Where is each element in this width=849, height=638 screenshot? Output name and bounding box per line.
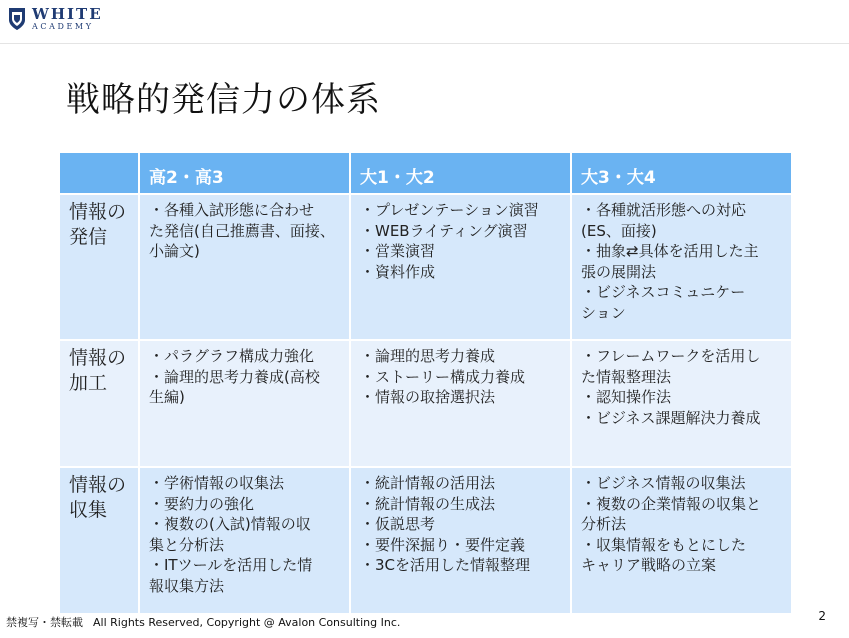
- cell-line: ・統計情報の活用法: [360, 474, 496, 492]
- cell-line: ・営業演習: [360, 242, 436, 260]
- header-divider: [0, 43, 849, 44]
- cell-line: 生編): [149, 388, 185, 406]
- cell-line: ・要約力の強化: [149, 494, 255, 513]
- cell-line: た発信(自己推薦書、面接、: [149, 221, 335, 240]
- table-cell: [139, 340, 350, 467]
- footer-copyright: All Rights Reserved, Copyright @ Avalon Consulting Inc.: [93, 616, 401, 629]
- cell-line: ・複数の(入試)情報の収: [149, 515, 311, 533]
- header-grade-high2-3: 高2・高3: [139, 152, 350, 194]
- cell-line: ション: [581, 303, 626, 322]
- table-cell: [350, 194, 571, 340]
- page-number: 2: [818, 609, 826, 623]
- cell-line: ・資料作成: [360, 262, 436, 281]
- cell-line: ・ビジネス課題解決力養成: [581, 408, 761, 427]
- curriculum-table: [58, 151, 793, 615]
- cell-line: ・WEBライティング演習: [360, 221, 528, 240]
- cell-line: ・収集情報をもとにした: [581, 535, 747, 554]
- cell-line: ・仮説思考: [360, 515, 436, 533]
- table-row: [59, 340, 792, 467]
- row-label-line: 情報の: [69, 347, 127, 369]
- cell-line: ・情報の取捨選択法: [360, 388, 496, 406]
- logo-word: WHITE: [32, 5, 103, 23]
- page-title: 戦略的発信力の体系: [66, 80, 381, 120]
- row-label-processing: [59, 340, 139, 467]
- cell-line: ・複数の企業情報の収集と: [581, 494, 762, 513]
- cell-line: ・要件深掘り・要件定義: [360, 535, 526, 554]
- cell-line: ・認知操作法: [581, 388, 672, 406]
- row-label-sending: [59, 194, 139, 340]
- logo-subtitle: ACADEMY: [32, 22, 94, 31]
- cell-line: 報収集方法: [149, 576, 225, 595]
- logo: [8, 7, 103, 31]
- row-label-line: 情報の: [69, 201, 127, 223]
- cell-line: ・フレームワークを活用し: [581, 347, 761, 365]
- table-header-row: [59, 152, 792, 194]
- table-cell: [571, 194, 792, 340]
- cell-line: キャリア戦略の立案: [581, 556, 717, 574]
- cell-line: ・ストーリー構成力養成: [360, 367, 526, 386]
- cell-line: ・各種入試形態に合わせ: [149, 201, 315, 219]
- cell-line: ・ビジネス情報の収集法: [581, 474, 746, 492]
- row-label-line: 収集: [69, 499, 108, 521]
- cell-line: ・3Cを活用した情報整理: [360, 556, 531, 574]
- cell-line: 分析法: [581, 515, 627, 533]
- table-row: [59, 467, 792, 614]
- cell-line: 集と分析法: [149, 535, 225, 554]
- table-cell: [350, 467, 571, 614]
- footer-notice: 禁複写・禁転載: [6, 616, 83, 629]
- header-corner: [59, 152, 139, 194]
- cell-line: た情報整理法: [581, 367, 672, 386]
- table-cell: [139, 194, 350, 340]
- cell-line: 小論文): [149, 242, 200, 260]
- crest-icon: [8, 7, 26, 31]
- footer: [6, 614, 400, 630]
- row-label-line: 加工: [69, 372, 108, 394]
- header-grade-uni1-2: 大1・大2: [350, 152, 571, 194]
- cell-line: ・学術情報の収集法: [149, 474, 285, 492]
- cell-line: 張の展開法: [581, 262, 657, 281]
- cell-line: ・各種就活形態への対応: [581, 201, 747, 219]
- table-cell: [571, 340, 792, 467]
- row-label-line: 発信: [69, 226, 108, 248]
- cell-line: ・統計情報の生成法: [360, 494, 496, 513]
- cell-line: ・ITツールを活用した情: [149, 556, 313, 574]
- cell-line: ・抽象⇄具体を活用した主: [581, 242, 759, 260]
- table-cell: [350, 340, 571, 467]
- cell-line: ・パラグラフ構成力強化: [149, 347, 315, 365]
- cell-line: ・論理的思考力養成: [360, 347, 496, 365]
- table-cell: [571, 467, 792, 614]
- table-row: [59, 194, 792, 340]
- cell-line: ・論理的思考力養成(高校: [149, 367, 320, 386]
- header-grade-uni3-4: 大3・大4: [571, 152, 792, 194]
- cell-line: ・ビジネスコミュニケー: [581, 283, 746, 301]
- cell-line: (ES、面接): [581, 221, 657, 240]
- table-cell: [139, 467, 350, 614]
- row-label-gathering: [59, 467, 139, 614]
- cell-line: ・プレゼンテーション演習: [360, 201, 539, 219]
- row-label-line: 情報の: [69, 474, 127, 496]
